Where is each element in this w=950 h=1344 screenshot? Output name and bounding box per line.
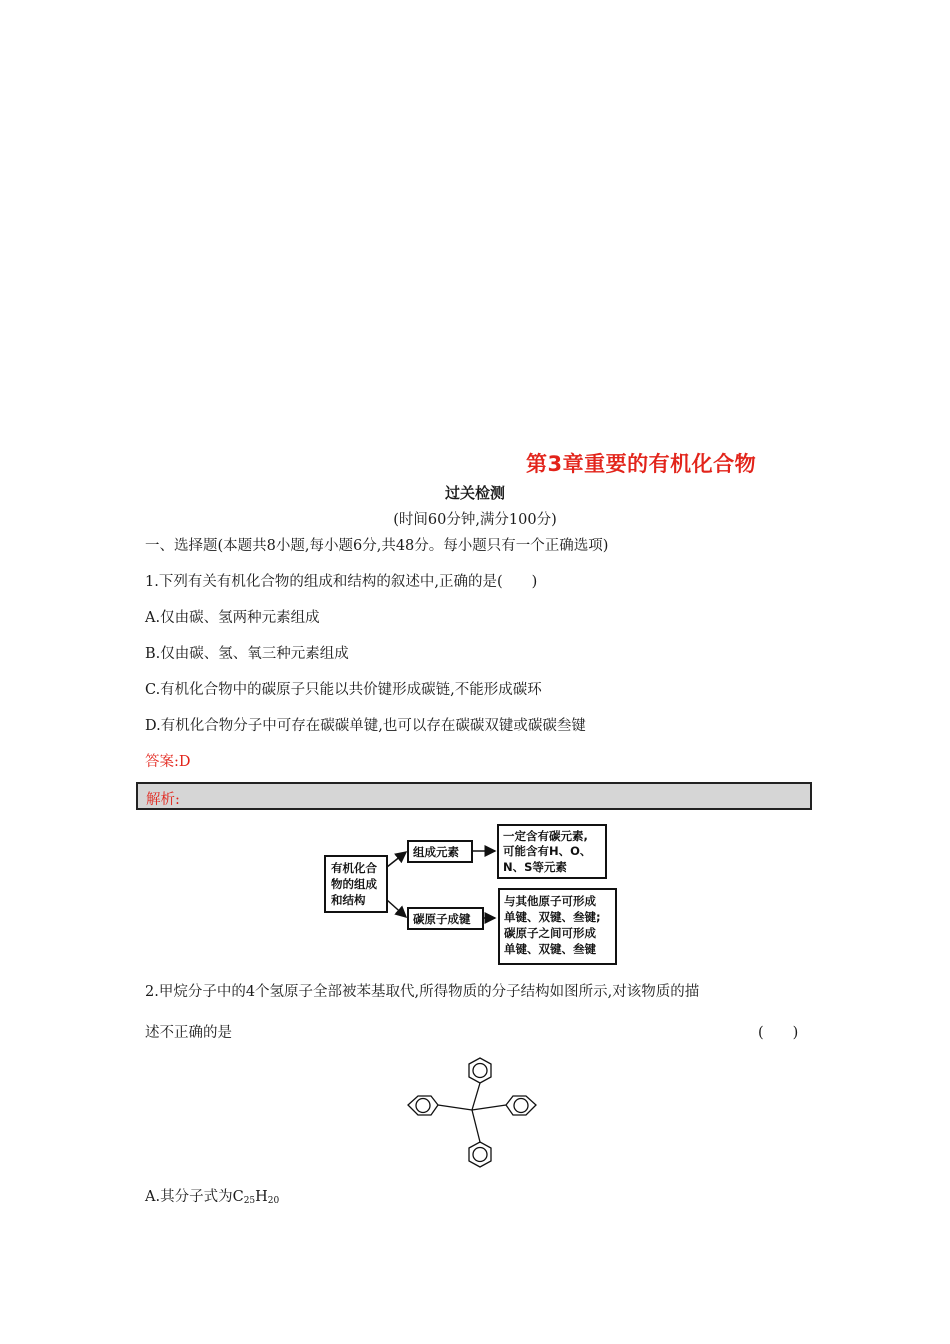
detail-2-line-4: 单键、双键、叁键: [504, 942, 596, 956]
root-node: [325, 856, 387, 912]
detail-1-line-3: N、S等元素: [503, 860, 567, 874]
branch-1-node: [408, 841, 472, 862]
detail-2-line-3: 碳原子之间可形成: [504, 926, 596, 940]
section-note: (时间60分钟,满分100分): [393, 512, 557, 528]
arrow-to-branch-1: [387, 852, 406, 867]
root-line-1: 有机化合: [331, 861, 377, 875]
branch-1-detail-node: [498, 825, 606, 878]
branch-1-label: 组成元素: [413, 845, 459, 859]
structure-flow-diagram: [320, 822, 620, 967]
analysis-label: 解析:: [146, 792, 180, 808]
detail-2-line-1: 与其他原子可形成: [504, 894, 596, 908]
detail-1-line-2: 可能含有H、O、: [503, 844, 592, 858]
question-1-option-a: A.仅由碳、氢两种元素组成: [145, 610, 320, 626]
detail-2-line-2: 单键、双键、叁键;: [504, 910, 601, 924]
detail-1-line-1: 一定含有碳元素,: [503, 829, 588, 843]
section-title: 过关检测: [444, 484, 505, 502]
analysis-box: [136, 782, 812, 810]
question-1-answer: 答案:D: [145, 754, 191, 770]
question-2-option-a: A.其分子式为$C_{25}H_{20}$: [145, 1189, 280, 1206]
question-1-option-c: C.有机化合物中的碳原子只能以共价键形成碳链,不能形成碳环: [145, 682, 542, 698]
root-line-2: 物的组成: [331, 877, 377, 891]
arrow-to-branch-2: [387, 900, 406, 917]
part-heading: 一、选择题(本题共8小题,每小题6分,共48分。每小题只有一个正确选项): [145, 538, 609, 554]
question-1-stem: 1.下列有关有机化合物的组成和结构的叙述中,正确的是( ): [145, 574, 538, 590]
branch-2-detail-node: [499, 889, 616, 964]
question-2-stem-line-2: 述不正确的是: [145, 1025, 232, 1041]
question-1-option-d: D.有机化合物分子中可存在碳碳单键,也可以存在碳碳双键或碳碳叁键: [145, 718, 586, 734]
branch-2-node: [408, 908, 483, 929]
question-2-answer-paren: ( ): [758, 1025, 799, 1041]
question-2-stem-line-1: 2.甲烷分子中的4个氢原子全部被苯基取代,所得物质的分子结构如图所示,对该物质的描: [145, 984, 700, 1000]
root-line-3: 和结构: [331, 893, 366, 907]
question-1-option-b: B.仅由碳、氢、氧三种元素组成: [145, 646, 349, 662]
chapter-title: 第3章重要的有机化合物: [526, 452, 757, 476]
tetraphenylmethane-structure: [400, 1055, 550, 1170]
branch-2-label: 碳原子成键: [413, 912, 471, 926]
